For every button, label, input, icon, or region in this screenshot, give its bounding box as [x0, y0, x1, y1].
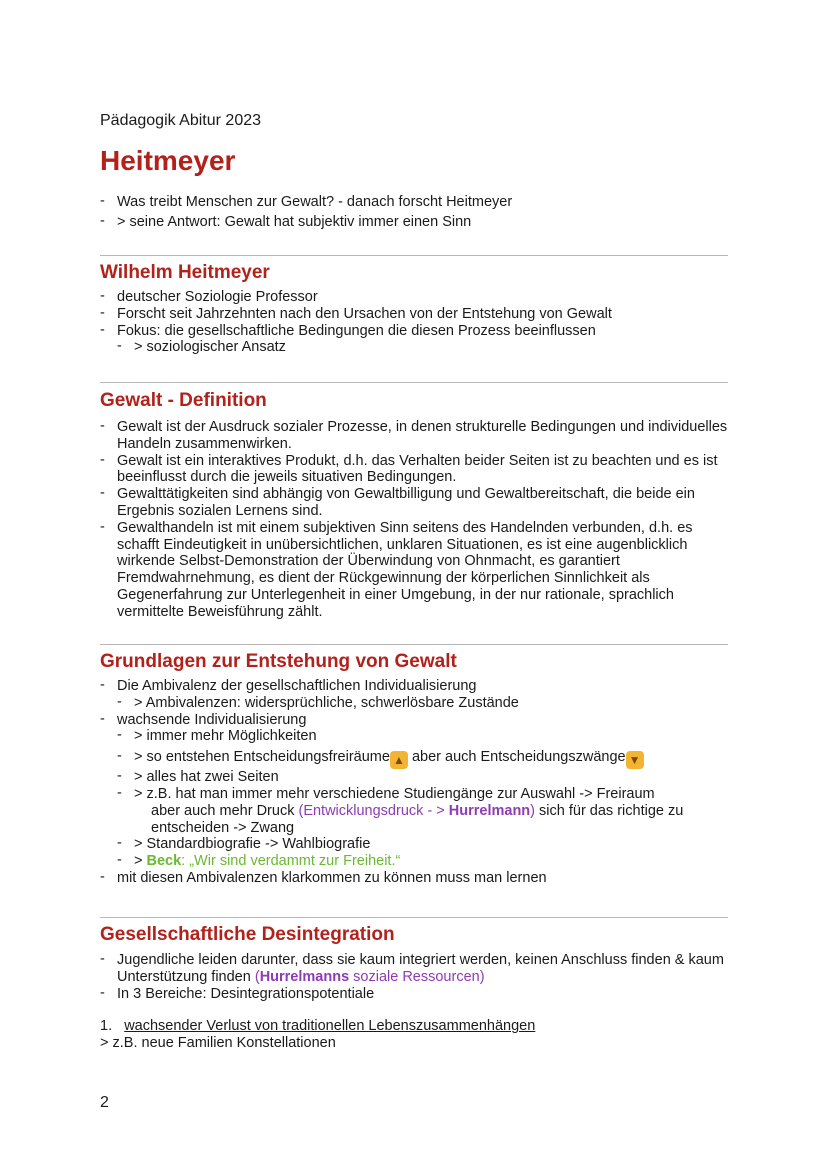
text-span: (: [254, 968, 260, 985]
section-desintegration: [100, 917, 728, 1052]
section-heading: Gesellschaftliche Desintegration: [100, 924, 395, 945]
section-gewalt-definition: [100, 382, 728, 621]
list-item: - deutscher Soziologie Professor: [100, 289, 728, 306]
list-item: - Gewalt ist der Ausdruck sozialer Prozesse, in denen strukturelle Bedingungen und individuelles Handeln zusammenwirken.: [100, 419, 728, 453]
list-item: - Gewalt ist ein interaktives Produkt, d.h. das Verhalten beider Seiten ist zu beachten und es ist beeinflusst durch die jeweils situativen Bedingungen.: [100, 453, 728, 487]
sub-list-item-text: > so entstehen Entscheidungsfreiräume: [134, 749, 390, 766]
sub-list-item: - > Standardbiografie -> Wahlbiografie: [117, 836, 728, 853]
sub-list-item: [117, 786, 728, 836]
section-wilhelm-heitmeyer: [100, 255, 728, 356]
text-span: ): [530, 802, 536, 819]
list-item: - Forscht seit Jahrzehnten nach den Ursachen von der Entstehung von Gewalt: [100, 306, 728, 323]
sub-list-item: - > soziologischer Ansatz: [117, 339, 728, 356]
sub-list-item: - > Ambivalenzen: widersprüchliche, schwerlösbare Zustände: [117, 695, 728, 712]
section-grundlagen: [100, 644, 728, 887]
section-heading: Grundlagen zur Entstehung von Gewalt: [100, 651, 457, 672]
intro-section: [100, 192, 728, 232]
document-header: Pädagogik Abitur 2023: [100, 112, 262, 129]
bold-name: Hurrelmanns: [259, 968, 350, 985]
list-item: - mit diesen Ambivalenzen klarkommen zu können muss man lernen: [100, 870, 728, 887]
underlined-text: wachsender Verlust von traditionellen Lebenszusammenhängen: [124, 1018, 536, 1035]
text-span: (Entwicklungsdruck - >: [298, 802, 449, 819]
list-item: [100, 712, 728, 870]
thumbs-down-icon: ▼: [626, 751, 644, 769]
text-span: aber auch mehr Druck: [151, 802, 299, 819]
sub-list-item-text: aber auch Entscheidungszwänge: [407, 749, 626, 766]
text-span: >: [134, 853, 147, 870]
sub-list-item-text: > z.B. hat man immer mehr verschiedene Studiengänge zur Auswahl -> Freiraum: [134, 785, 655, 802]
section-heading: Wilhelm Heitmeyer: [100, 262, 270, 283]
bold-name: Beck: [146, 853, 182, 870]
list-item: [100, 678, 728, 712]
list-item: - Was treibt Menschen zur Gewalt? - danach forscht Heitmeyer: [100, 192, 728, 212]
list-item: [100, 323, 728, 357]
item-number: 1.: [100, 1018, 113, 1035]
list-item-text: Die Ambivalenz der gesellschaftlichen Individualisierung: [117, 678, 477, 694]
purple-note: [298, 803, 535, 819]
quote: : „Wir sind verdammt zur Freiheit.“: [181, 853, 401, 870]
purple-note: [255, 969, 485, 985]
list-item: [100, 952, 728, 986]
text-span: soziale Ressourcen): [349, 968, 485, 985]
numbered-item: [100, 1018, 728, 1035]
list-item: - Gewalttätigkeiten sind abhängig von Gewaltbilligung und Gewaltbereitschaft, die beide ein Ergebnis sozialen Lernens sind.: [100, 486, 728, 520]
page-number: 2: [100, 1094, 109, 1111]
text-span: sich für das richtige zu entscheiden -> Zwang: [151, 802, 684, 836]
divider: [100, 644, 728, 645]
thumbs-up-icon: ▲: [390, 751, 408, 769]
text-span: Jugendliche leiden darunter, dass sie kaum integriert werden, keinen Anschluss finden & kaum Unterstützung finden: [117, 952, 724, 985]
divider: [100, 382, 728, 383]
sub-list-item: - > immer mehr Möglichkeiten: [117, 728, 728, 745]
divider: [100, 255, 728, 256]
section-heading: Gewalt - Definition: [100, 390, 267, 411]
list-item: - > seine Antwort: Gewalt hat subjektiv immer einen Sinn: [100, 212, 728, 232]
list-item: - Gewalthandeln ist mit einem subjektiven Sinn seitens des Handelnden verbunden, d.h. es schafft Eindeutigkeit in unübersichtlichen, unklaren Situationen, es ist eine augenblicklich wirkende Selbst-Demonstration der Überwindung von Ohnmacht, es garantiert Fremdwahrnehmung, es dient der Rückgewinnung der körperlichen Sinnlichkeit als Gegenerfahrung zur Unterlegenheit in einer Umgebung, in der nur rationale, sprachlich vermittelte Beweisführung zählt.: [100, 520, 728, 621]
list-item-text: wachsende Individualisierung: [117, 711, 307, 728]
example-line: > z.B. neue Familien Konstellationen: [100, 1035, 336, 1052]
list-item-text: Fokus: die gesellschaftliche Bedingungen die diesen Prozess beeinflussen: [117, 322, 596, 339]
list-item: - In 3 Bereiche: Desintegrationspotentiale: [100, 986, 728, 1003]
sub-list-item: [117, 749, 728, 769]
divider: [100, 917, 728, 918]
sub-list-item: [117, 853, 728, 870]
bold-name: Hurrelmann: [448, 802, 531, 819]
sub-list-item: - > alles hat zwei Seiten: [117, 769, 728, 786]
page-title: Heitmeyer: [100, 145, 236, 176]
continuation-text: [134, 803, 728, 837]
